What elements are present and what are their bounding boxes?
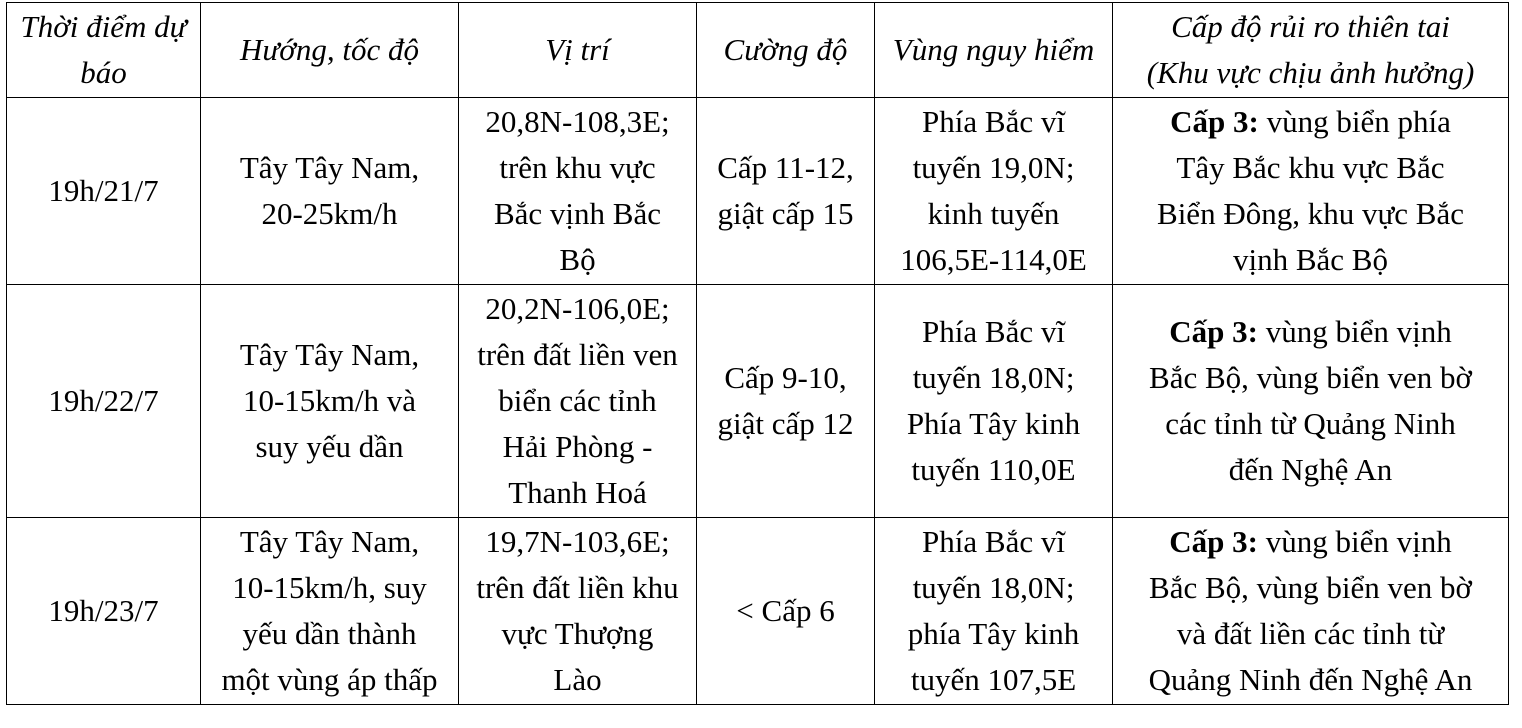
cell-line: 106,5E-114,0E	[900, 242, 1087, 277]
cell-direction	[201, 98, 459, 285]
cell-risk-level	[1113, 518, 1509, 705]
cell-line: 20,8N-108,3E;	[485, 104, 670, 139]
risk-level-label: Cấp 3:	[1170, 104, 1259, 139]
cell-danger-zone	[875, 518, 1113, 705]
cell-line: đến Nghệ An	[1228, 452, 1393, 487]
cell-line: tuyến 18,0N;	[912, 360, 1075, 395]
cell-line	[1115, 309, 1506, 355]
cell-line: Phía Bắc vĩ	[922, 524, 1065, 559]
cell-line: kinh tuyến	[927, 196, 1060, 231]
header-text: Cấp độ rủi ro thiên tai	[1171, 9, 1450, 44]
risk-level-label: Cấp 3:	[1169, 524, 1258, 559]
cell-line: vực Thượng	[501, 616, 654, 651]
cell-intensity	[697, 518, 875, 705]
risk-text: vùng biển vịnh	[1257, 314, 1452, 349]
risk-level-label: Cấp 3:	[1169, 314, 1258, 349]
cell-line: Bắc Bộ, vùng biển ven bờ	[1149, 360, 1472, 395]
cell-line: Tây Bắc khu vực Bắc	[1176, 150, 1445, 185]
cell-line: 10-15km/h và	[242, 383, 417, 418]
header-danger-zone	[875, 3, 1113, 98]
cell-line: phía Tây kinh	[907, 616, 1080, 651]
cell-line: tuyến 110,0E	[911, 452, 1076, 487]
risk-text: vùng biển phía	[1258, 104, 1451, 139]
header-text: (Khu vực chịu ảnh hưởng)	[1146, 55, 1475, 90]
table-row	[7, 518, 1509, 705]
cell-line: 19h/23/7	[48, 593, 159, 628]
cell-line: và đất liền các tỉnh từ	[1176, 616, 1445, 651]
cell-line: Biển Đông, khu vực Bắc	[1157, 196, 1464, 231]
cell-line: Tây Tây Nam,	[239, 337, 420, 372]
cell-line: Phía Bắc vĩ	[922, 104, 1065, 139]
cell-line: Cấp 11-12,	[717, 150, 854, 185]
cell-line: Bắc Bộ, vùng biển ven bờ	[1149, 570, 1472, 605]
header-text: Thời điểm dự	[20, 9, 187, 44]
cell-risk-level	[1113, 285, 1509, 518]
cell-line	[1115, 519, 1506, 565]
cell-position	[459, 98, 697, 285]
cell-line: trên đất liền khu	[476, 570, 679, 605]
cell-direction	[201, 518, 459, 705]
cell-direction	[201, 285, 459, 518]
table-row	[7, 98, 1509, 285]
cell-line: 19h/21/7	[48, 173, 159, 208]
risk-text: vùng biển vịnh	[1257, 524, 1452, 559]
cell-line: các tỉnh từ Quảng Ninh	[1165, 406, 1456, 441]
cell-line: trên đất liền ven	[477, 337, 678, 372]
cell-line: một vùng áp thấp	[221, 662, 438, 697]
cell-line: trên khu vực	[499, 150, 656, 185]
header-intensity	[697, 3, 875, 98]
header-text: Vị trí	[545, 32, 610, 67]
cell-intensity	[697, 98, 875, 285]
cell-line: Tây Tây Nam,	[239, 524, 420, 559]
cell-time	[7, 518, 201, 705]
cell-line: Tây Tây Nam,	[239, 150, 420, 185]
cell-danger-zone	[875, 98, 1113, 285]
cell-line: Quảng Ninh đến Nghệ An	[1148, 662, 1473, 697]
cell-line: 10-15km/h, suy	[232, 570, 427, 605]
forecast-table	[6, 2, 1509, 705]
cell-position	[459, 285, 697, 518]
header-direction-speed	[201, 3, 459, 98]
table-row	[7, 285, 1509, 518]
cell-danger-zone	[875, 285, 1113, 518]
cell-line: suy yếu dần	[255, 429, 404, 464]
cell-line: tuyến 107,5E	[910, 662, 1077, 697]
cell-line: vịnh Bắc Bộ	[1233, 242, 1388, 277]
cell-time	[7, 285, 201, 518]
header-risk-level	[1113, 3, 1509, 98]
cell-line: < Cấp 6	[736, 593, 835, 628]
cell-line: giật cấp 15	[717, 196, 854, 231]
cell-intensity	[697, 285, 875, 518]
header-text: Hướng, tốc độ	[240, 32, 419, 67]
header-text: Cường độ	[723, 32, 848, 67]
cell-line: 20-25km/h	[261, 196, 398, 231]
cell-line: 19,7N-103,6E;	[485, 524, 670, 559]
cell-line: tuyến 18,0N;	[912, 570, 1075, 605]
cell-position	[459, 518, 697, 705]
cell-line: giật cấp 12	[717, 406, 854, 441]
header-forecast-time	[7, 3, 201, 98]
cell-line: yếu dần thành	[242, 616, 417, 651]
cell-line: Thanh Hoá	[508, 475, 647, 510]
cell-line: Bộ	[559, 242, 596, 277]
cell-line: biển các tỉnh	[498, 383, 657, 418]
cell-line: 19h/22/7	[48, 383, 159, 418]
cell-line: Lào	[553, 662, 602, 697]
header-text: Vùng nguy hiểm	[892, 32, 1095, 67]
cell-line: 20,2N-106,0E;	[485, 291, 670, 326]
cell-line: Bắc vịnh Bắc	[493, 196, 661, 231]
cell-line: Phía Tây kinh	[906, 406, 1081, 441]
header-text: báo	[80, 55, 127, 90]
header-position	[459, 3, 697, 98]
cell-line: tuyến 19,0N;	[912, 150, 1075, 185]
cell-time	[7, 98, 201, 285]
cell-line	[1115, 99, 1506, 145]
cell-line: Hải Phòng -	[502, 429, 653, 464]
header-row	[7, 3, 1509, 98]
cell-line: Cấp 9-10,	[724, 360, 847, 395]
cell-line: Phía Bắc vĩ	[922, 314, 1065, 349]
cell-risk-level	[1113, 98, 1509, 285]
